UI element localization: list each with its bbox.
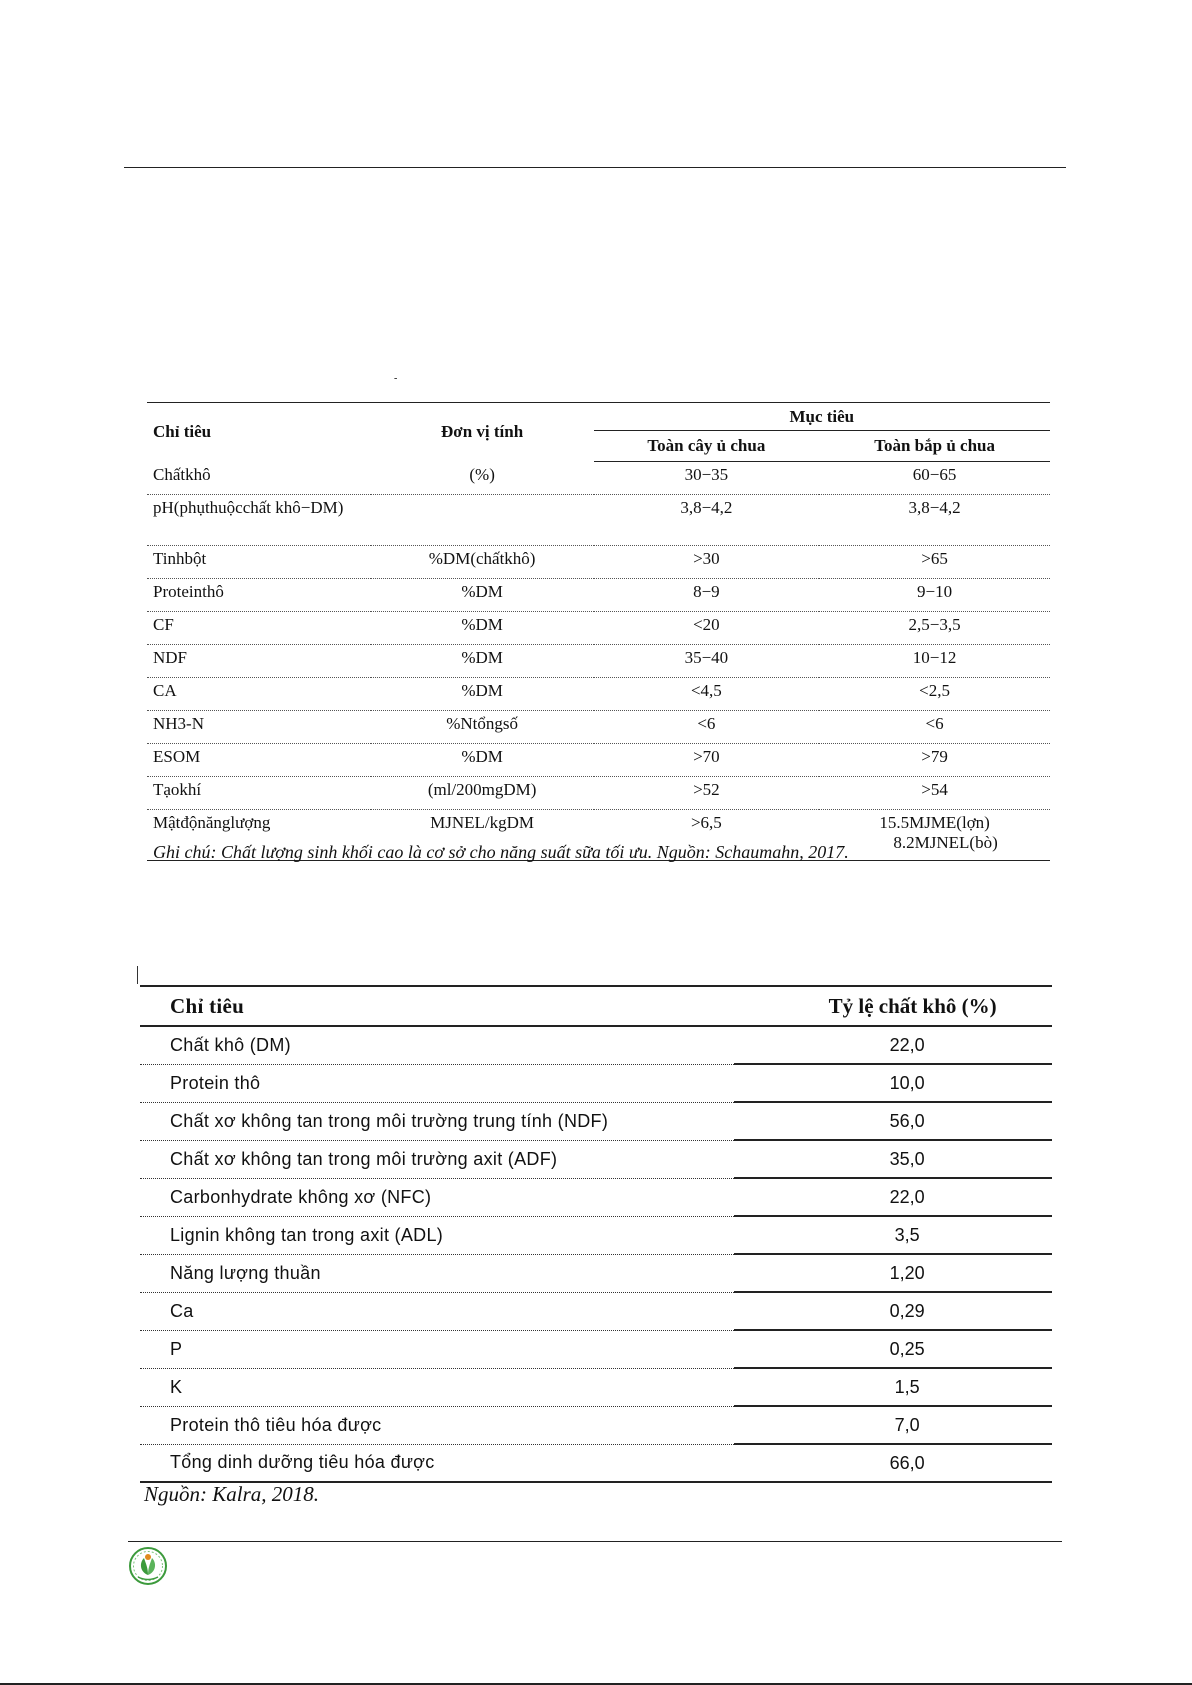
- table-row: [140, 1406, 1052, 1444]
- cell-whole-plant: 3,8−4,2: [594, 495, 820, 546]
- cell-whole-cob: 10−12: [819, 645, 1050, 678]
- cell-value: 66,0: [734, 1444, 1052, 1482]
- cell-value: 0,29: [734, 1292, 1052, 1330]
- cell-value: 22,0: [734, 1178, 1052, 1216]
- cell-value: 56,0: [734, 1102, 1052, 1140]
- cell-whole-plant: >30: [594, 546, 820, 579]
- table-row: [140, 1292, 1052, 1330]
- table-row: [147, 579, 1050, 612]
- table-row: [140, 1026, 1052, 1064]
- stray-mark: -: [394, 373, 398, 384]
- cell-whole-plant: >70: [594, 744, 820, 777]
- header-rule: [124, 167, 1066, 168]
- cell-indicator: NDF: [147, 645, 371, 678]
- cell-whole-plant: 35−40: [594, 645, 820, 678]
- cell-name: Năng lượng thuần: [140, 1254, 734, 1292]
- cell-indicator: CF: [147, 612, 371, 645]
- table-row: [140, 1140, 1052, 1178]
- cell-unit: %DM: [371, 744, 594, 777]
- table1-note: Ghi chú: Chất lượng sinh khối cao là cơ sở cho năng suất sữa tối ưu. Nguồn: Schaumahn, 2017.: [153, 842, 849, 862]
- cell-unit: MJNEL/kgDM: [371, 810, 594, 861]
- cell-value: 1,20: [734, 1254, 1052, 1292]
- cell-name: Chất xơ không tan trong môi trường axit (ADF): [140, 1140, 734, 1178]
- cell-indicator: pH(phụthuộcchất khô−DM): [147, 495, 371, 546]
- cell-unit: %DM: [371, 612, 594, 645]
- table-row: [140, 1216, 1052, 1254]
- table-row: [147, 678, 1050, 711]
- cell-name: Protein thô: [140, 1064, 734, 1102]
- cell-whole-cob: 9−10: [819, 579, 1050, 612]
- cell-whole-cob: 60−65: [819, 462, 1050, 495]
- table-row: [140, 1178, 1052, 1216]
- table-row: [140, 1368, 1052, 1406]
- cell-value: 22,0: [734, 1026, 1052, 1064]
- energy-cattle-value: 8.2MJNEL(bò): [893, 833, 998, 852]
- cell-indicator: Tinhbột: [147, 546, 371, 579]
- cell-value: 7,0: [734, 1406, 1052, 1444]
- table-row: [147, 777, 1050, 810]
- cell-whole-cob: [819, 810, 1050, 861]
- cell-indicator: Chấtkhô: [147, 462, 371, 495]
- col-header-indicator: Chỉ tiêu: [140, 986, 734, 1026]
- silage-target-table: [147, 402, 1050, 861]
- cell-value: 35,0: [734, 1140, 1052, 1178]
- col-header-target: Mục tiêu: [594, 403, 1050, 431]
- col-header-whole-plant: Toàn cây ủ chua: [594, 431, 820, 462]
- cell-name: Protein thô tiêu hóa được: [140, 1406, 734, 1444]
- cell-name: Chất xơ không tan trong môi trường trung tính (NDF): [140, 1102, 734, 1140]
- cell-value: 3,5: [734, 1216, 1052, 1254]
- cell-unit: %Ntổngsố: [371, 711, 594, 744]
- cell-unit: (%): [371, 462, 594, 495]
- cell-whole-plant: >6,5: [594, 810, 820, 861]
- cell-indicator: CA: [147, 678, 371, 711]
- table-row: [147, 495, 1050, 546]
- table2-source: Nguồn: Kalra, 2018.: [144, 1482, 320, 1506]
- table-row: [147, 462, 1050, 495]
- table-row: [147, 612, 1050, 645]
- col-header-indicator: Chỉ tiêu: [147, 403, 371, 462]
- cell-indicator: ESOM: [147, 744, 371, 777]
- cell-unit: %DM: [371, 645, 594, 678]
- cell-name: Lignin không tan trong axit (ADL): [140, 1216, 734, 1254]
- cell-whole-plant: 30−35: [594, 462, 820, 495]
- cell-whole-cob: <2,5: [819, 678, 1050, 711]
- table-row: [147, 711, 1050, 744]
- cell-indicator: Proteinthô: [147, 579, 371, 612]
- energy-pig-value: 15.5MJME(lợn): [879, 813, 990, 832]
- dry-matter-composition-table: [140, 985, 1052, 1483]
- table-row: [147, 645, 1050, 678]
- cell-name: P: [140, 1330, 734, 1368]
- cell-whole-cob: 3,8−4,2: [819, 495, 1050, 546]
- cell-value: 1,5: [734, 1368, 1052, 1406]
- cell-unit: %DM(chấtkhô): [371, 546, 594, 579]
- cell-name: K: [140, 1368, 734, 1406]
- table-row: [147, 546, 1050, 579]
- cell-indicator: Tạokhí: [147, 777, 371, 810]
- cell-unit: %DM: [371, 579, 594, 612]
- cell-whole-cob: >65: [819, 546, 1050, 579]
- cell-indicator: NH3-N: [147, 711, 371, 744]
- cell-whole-cob: >54: [819, 777, 1050, 810]
- cell-name: Ca: [140, 1292, 734, 1330]
- cell-whole-cob: >79: [819, 744, 1050, 777]
- cell-whole-plant: >52: [594, 777, 820, 810]
- leaf-logo-icon: [128, 1546, 168, 1586]
- cell-unit: (ml/200mgDM): [371, 777, 594, 810]
- cell-value: 0,25: [734, 1330, 1052, 1368]
- table-row: [140, 1444, 1052, 1482]
- table-row: [140, 1064, 1052, 1102]
- cell-whole-plant: 8−9: [594, 579, 820, 612]
- cell-unit: [371, 495, 594, 546]
- table-row: [140, 1330, 1052, 1368]
- cell-value: 10,0: [734, 1064, 1052, 1102]
- table-row: [140, 1254, 1052, 1292]
- cell-indicator: Mậtđộnănglượng: [147, 810, 371, 861]
- col-header-dm-ratio: Tỷ lệ chất khô (%): [734, 986, 1052, 1026]
- cell-whole-cob: <6: [819, 711, 1050, 744]
- cell-name: Carbonhydrate không xơ (NFC): [140, 1178, 734, 1216]
- cell-whole-cob: 2,5−3,5: [819, 612, 1050, 645]
- text-cursor-mark: [137, 966, 138, 984]
- cell-whole-plant: <4,5: [594, 678, 820, 711]
- cell-unit: %DM: [371, 678, 594, 711]
- table-row: [140, 1102, 1052, 1140]
- cell-whole-plant: <20: [594, 612, 820, 645]
- cell-name: Chất khô (DM): [140, 1026, 734, 1064]
- col-header-unit: Đơn vị tính: [371, 403, 594, 462]
- col-header-whole-cob: Toàn bắp ủ chua: [819, 431, 1050, 462]
- cell-whole-plant: <6: [594, 711, 820, 744]
- footer-rule: [128, 1541, 1062, 1542]
- table-row: [147, 744, 1050, 777]
- cell-name: Tổng dinh dưỡng tiêu hóa được: [140, 1444, 734, 1482]
